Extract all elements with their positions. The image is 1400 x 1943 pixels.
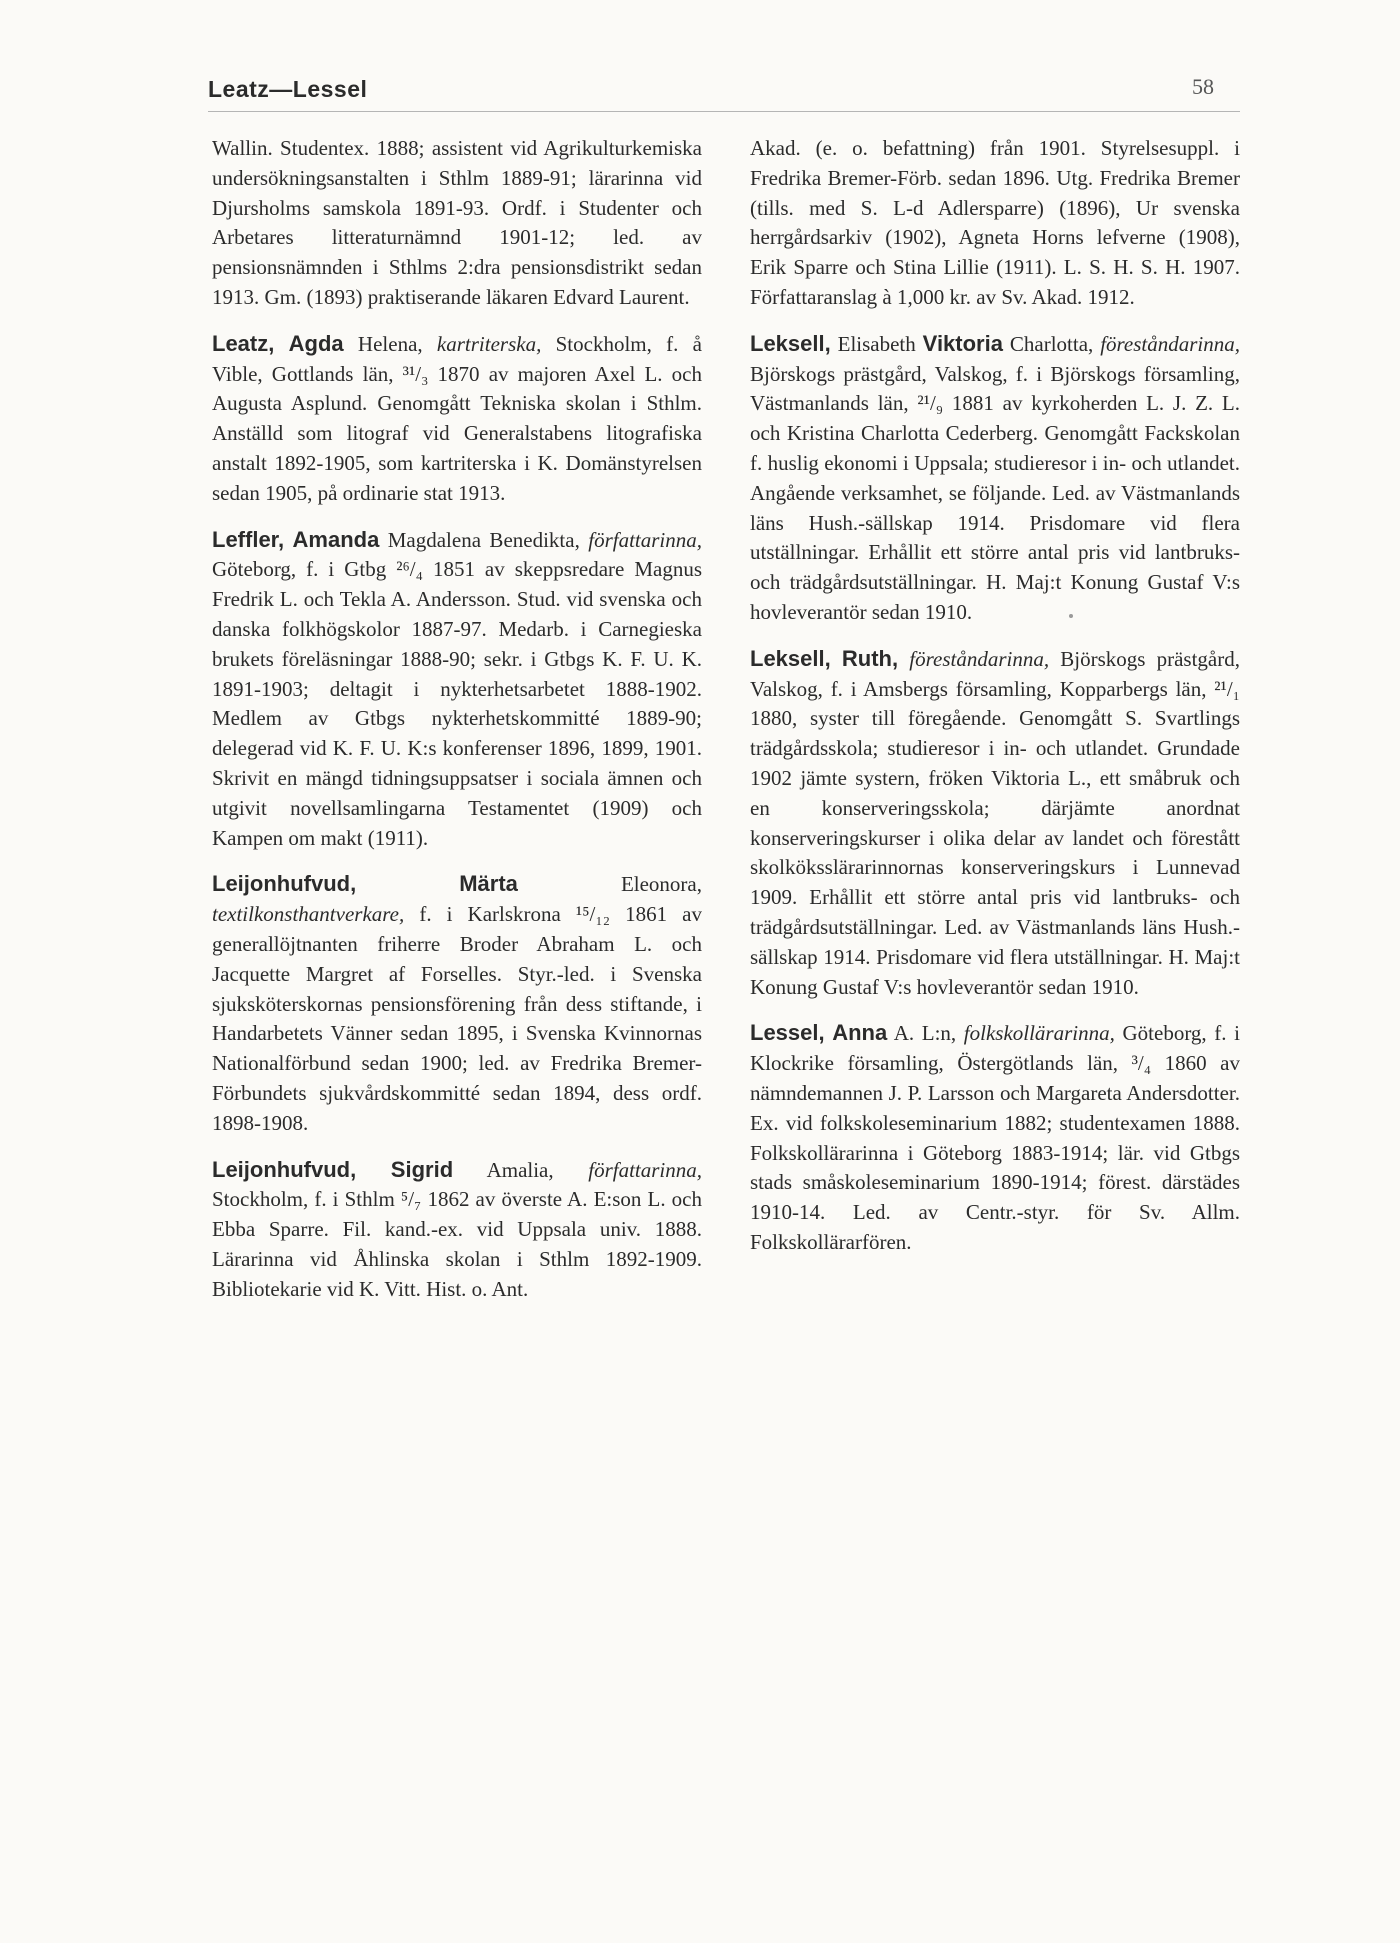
entry-callname: Sigrid (390, 1156, 454, 1182)
entry-occupation: föreståndarinna, (909, 646, 1050, 671)
entry-text: Stockholm, f. å Vible, Gottlands län, ³¹/₃ 1870 av majoren Axel L. och Augusta Asplund. Genomgått Tekniska skolan i Sthlm. Anställd som litograf vid Generalstabens litografiska anstalt 1892-1905, som kartriterska i K. Domänstyrelsen sedan 1905, på ordinarie stat 1913. (212, 331, 702, 505)
right-column (750, 134, 1240, 1274)
entry-callname: Ruth, (841, 645, 899, 671)
entry-given-names: A. L:n, (887, 1021, 957, 1046)
entry-surname: Lessel, (750, 1020, 825, 1046)
entry-occupation: författarinna, (588, 527, 703, 552)
entry-surname: Leatz, (212, 330, 275, 356)
entry-occupation: kartriterska, (436, 331, 542, 356)
paper-speck (1069, 614, 1073, 618)
left-column (212, 134, 702, 1320)
entry-occupation: föreståndarinna, (1100, 331, 1240, 356)
entry-text: Göteborg, f. i Klockrike församling, Östergötlands län, ³/₄ 1860 av nämndemannen J. P. Larsson och Margareta Andersdotter. Ex. vid folkskoleseminarium 1882; studentexamen 1888. Folkskollärarinna i Göteborg 1883-1914; lär. vid Gtbgs stads småskoleseminarium 1890-1914; förest. därstädes 1910-14. Led. av Centr.-styr. för Sv. Allm. Folkskollärarfören. (750, 1021, 1241, 1254)
biography-entry (750, 644, 1240, 1003)
entry-given-names: Charlotta, (1002, 331, 1094, 356)
entry-surname: Leffler, (212, 526, 285, 552)
entry-surname: Leijonhufvud, (212, 1156, 357, 1182)
entry-callname: Agda (288, 330, 344, 356)
page-number: 58 (1192, 74, 1214, 99)
entry-text: Stockholm, f. i Sthlm ⁵/₇ 1862 av överste A. E:son L. och Ebba Sparre. Fil. kand.-ex. vid Uppsala univ. 1888. Lärarinna vid Åhlinska skolan i Sthlm 1892-1909. Bibliotekarie vid K. Vitt. Hist. o. Ant. (212, 1187, 702, 1301)
entry-callname: Viktoria (922, 330, 1003, 356)
entry-given-names: Helena, (343, 331, 423, 356)
entry-callname: Amanda (292, 526, 380, 552)
running-title: Leatz—Lessel (208, 76, 368, 102)
header-rule (208, 111, 1240, 112)
entry-text: Björskogs prästgård, Valskog, f. i Amsbergs församling, Kopparbergs län, ²¹/₁ 1880, syster till föregående. Genomgått S. Svartlings trädgårdsskola; studieresor i in- och utlandet. Grundade 1902 jämte systern, fröken Viktoria L., ett småbruk och en konserveringsskola; därjämte anordnat konserveringskurser i olika delar av landet och förestått skolköksslärarinnornas konserveringskurs i Lunnevad 1909. Erhållit ett större antal pris vid lantbruks- och trädgårdsutställningar. Led. av Västmanlands läns Hush.-sällskap 1914. Prisdomare vid flera utställningar. H. Maj:t Konung Gustaf V:s hovleverantör sedan 1910. (750, 646, 1240, 999)
biography-entry (212, 1155, 702, 1305)
entry-callname: Märta (459, 871, 518, 897)
entry-occupation: folkskollärarinna, (963, 1021, 1115, 1046)
entry-given-names: Eleonora, (517, 872, 702, 897)
entry-surname: Leksell, (750, 645, 831, 671)
entry-occupation: författarinna, (588, 1157, 703, 1182)
biography-entry (750, 1018, 1240, 1257)
entry-text: f. i Karlskrona ¹⁵/₁₂ 1861 av generallöjtnanten friherre Broder Abraham L. och Jacquette Margret af Forselles. Styr.-led. i Svenska sjuksköterskornas pensionsförening från dess stiftande, i Handarbetets Vänner sedan 1895, i Svenska Kvinnornas Nationalförbund sedan 1900; led. av Fredrika Bremer-Förbundets sjukvårdskommitté sedan 1894, dess ordf. 1898-1908. (212, 902, 702, 1135)
continued-entry-text: Akad. (e. o. befattning) från 1901. Styrelsesuppl. i Fredrika Bremer-Förb. sedan 1896. Utg. Fredrika Bremer (tills. med S. L-d Adlersparre) (1896), Ur svenska herrgårdsarkiv (1902), Agneta Horns lefverne (1908), Erik Sparre och Stina Lillie (1911). L. S. H. S. H. 1907. Författaranslag à 1,000 kr. av Sv. Akad. 1912. (750, 136, 1240, 309)
entry-occupation: textilkonsthantverkare, (212, 902, 405, 927)
entry-surname: Leijonhufvud, (212, 871, 357, 897)
entry-callname: Anna (832, 1020, 888, 1046)
biography-entry (212, 869, 702, 1138)
entry-given-names: Magdalena Benedikta, (379, 527, 580, 552)
biography-entry (212, 329, 702, 509)
entry-surname: Leksell, (750, 330, 831, 356)
biography-entry (750, 329, 1240, 628)
entry-text: Göteborg, f. i Gtbg ²⁶/₄ 1851 av skeppsredare Magnus Fredrik L. och Tekla A. Andersson. Stud. vid svenska och danska folkhögskolor 1887-97. Medarb. i Carnegieska brukets föreläsningar 1888-90; sekr. i Gtbgs K. F. U. K. 1891-1903; deltagit i nykterhetsarbetet 1888-1902. Medlem av Gtbgs nykterhetskommitté 1889-90; delegerad vid K. F. U. K:s konferenser 1896, 1899, 1901. Skrivit en mängd tidningsuppsatser i sociala ämnen och utgivit novellsamlingarna Testamentet (1909) och Kampen om makt (1911). (212, 557, 702, 850)
entry-given-names: Amalia, (453, 1157, 554, 1182)
entry-given-names: Elisabeth (830, 331, 923, 356)
continued-entry-text: Wallin. Studentex. 1888; assistent vid Agrikulturkemiska undersökningsanstalten i Sthlm 1889-91; lärarinna vid Djursholms samskola 1891-93. Ordf. i Studenter och Arbetares litteraturnämnd 1901-12; led. av pensionsnämnden i Sthlms 2:dra pensionsdistrikt sedan 1913. Gm. (1893) praktiserande läkaren Edvard Laurent. (212, 136, 702, 309)
entry-text: Björskogs prästgård, Valskog, f. i Björskogs församling, Västmanlands län, ²¹/₉ 1881 av kyrkoherden L. J. Z. L. och Kristina Charlotta Cederberg. Genomgått Fackskolan f. huslig ekonomi i Uppsala; studieresor i in- och utlandet. Angående verksamhet, se följande. Led. av Västmanlands läns Hush.-sällskap 1914. Prisdomare vid flera utställningar. Erhållit ett större antal pris vid lantbruks- och trädgårdsutställningar. H. Maj:t Konung Gustaf V:s hovleverantör sedan 1910. (750, 361, 1240, 624)
biography-entry (212, 525, 702, 854)
